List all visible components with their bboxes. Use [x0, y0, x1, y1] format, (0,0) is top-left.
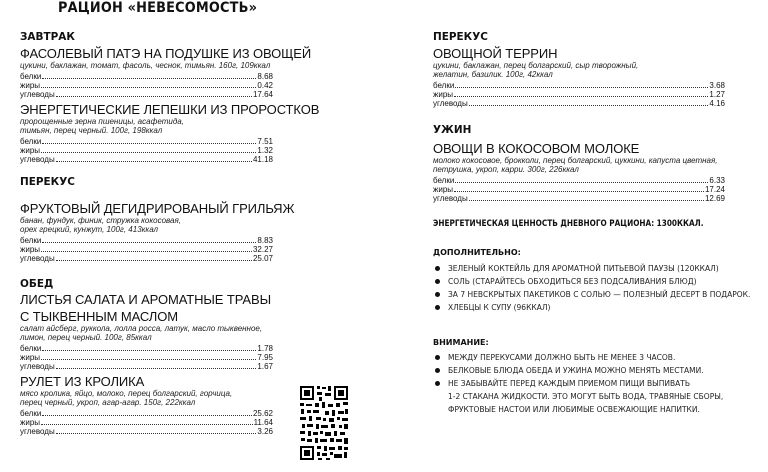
dish-coconut-vegetables [433, 141, 725, 203]
nutrient-protein: белки 8.83 [20, 236, 273, 245]
dish-ingredients: цукини, баклажан, томат, фасоль, чеснок, тимьян. 160г, 109ккал [20, 61, 271, 70]
dish-name-line1: ЛИСТЬЯ САЛАТА И АРОМАТНЫЕ ТРАВЫ [20, 292, 271, 307]
extra-heading: ДОПОЛНИТЕЛЬНО: [433, 248, 521, 257]
dish-name: РУЛЕТ ИЗ КРОЛИКА [20, 374, 145, 389]
attention-item: НЕ ЗАБЫВАЙТЕ ПЕРЕД КАЖДЫМ ПРИЕМОМ ПИЩИ ВЫПИВАТЬ [433, 377, 704, 390]
nutrient-carbs: углеводы 1.67 [20, 362, 273, 371]
extra-item: СОЛЬ (СТАРАЙТЕСЬ ОБХОДИТЬСЯ БЕЗ ПОДСАЛИВАНИЯ БЛЮД) [433, 275, 750, 288]
dish-salad-leaves [20, 292, 273, 371]
nutrient-fat: жиры 32.27 [20, 245, 273, 254]
extra-item: ЗА 7 НЕВСКРЫТЫХ ПАКЕТИКОВ С СОЛЬЮ — ПОЛЕЗНЫЙ ДЕСЕРТ В ПОДАРОК. [433, 288, 750, 301]
nutrient-carbs: углеводы 4.16 [433, 99, 725, 108]
dish-name: ФРУКТОВЫЙ ДЕГИДРИРОВАНЫЙ ГРИЛЬЯЖ [20, 201, 295, 216]
nutrient-carbs: углеводы 41.18 [20, 155, 273, 164]
meal-heading-lunch: ОБЕД [20, 277, 54, 290]
dish-name: ОВОЩНОЙ ТЕРРИН [433, 46, 558, 61]
meal-heading-dinner: УЖИН [433, 123, 472, 136]
meal-heading-breakfast: ЗАВТРАК [20, 30, 75, 43]
nutrient-fat: жиры 11.64 [20, 418, 273, 427]
dish-ingredients-line1: банан, фундук, финик, стружка кокосовая, [20, 216, 181, 225]
dish-name-line2: С ТЫКВЕННЫМ МАСЛОМ [20, 309, 178, 324]
dish-ingredients-line1: салат айсберг, руккола, лолла росса, латук, масло тыквенное, [20, 324, 263, 333]
dish-ingredients-line1: молоко кокосовое, брокколи, перец болгарский, цуккини, капуста цветная, [433, 156, 718, 165]
nutrient-protein: белки 3.68 [433, 81, 725, 90]
nutrient-fat: жиры 7.95 [20, 353, 273, 362]
dish-ingredients-line2: лимон, перец черный. 100г, 85ккал [20, 333, 152, 342]
nutrient-carbs: углеводы 17.64 [20, 90, 273, 99]
extra-list [433, 262, 750, 314]
extra-item: ЗЕЛЕНЫЙ КОКТЕЙЛЬ ДЛЯ АРОМАТНОЙ ПИТЬЕВОЙ ПАУЗЫ (120ККАЛ) [433, 262, 750, 275]
nutrient-carbs: углеводы 12.69 [433, 194, 725, 203]
attention-continuation-line: ФРУКТОВЫЕ НАСТОИ ИЛИ ЛЮБИМЫЕ ОСВЕЖАЮЩИЕ НАПИТКИ. [448, 405, 700, 414]
dish-ingredients-line2: петрушка, укроп, карри. 300г, 226ккал [433, 165, 579, 174]
dish-ingredients-line1: цукини, баклажан, перец болгарский, сыр творожный, [433, 61, 639, 70]
nutrient-fat: жиры 17.24 [433, 185, 725, 194]
dish-ingredients-line2: перец черный, укроп, агар-агар. 150г, 222ккал [20, 398, 196, 407]
nutrient-carbs: углеводы 3.26 [20, 427, 273, 436]
dish-ingredients-line2: желатин, базилик. 100г, 42ккал [433, 70, 553, 79]
right-column [433, 30, 725, 203]
nutrient-fat: жиры 0.42 [20, 81, 273, 90]
dish-rabbit-roll [20, 374, 273, 436]
qr-code-icon[interactable] [298, 384, 350, 462]
nutrient-protein: белки 6.33 [433, 176, 725, 185]
dish-sprout-flatbreads [20, 102, 320, 164]
dish-ingredients-line2: орех грецкий, кунжут, 100г, 413ккал [20, 225, 159, 234]
dish-name: ЭНЕРГЕТИЧЕСКИЕ ЛЕПЕШКИ ИЗ ПРОРОСТКОВ [20, 102, 320, 117]
dish-name: ФАСОЛЕВЫЙ ПАТЭ НА ПОДУШКЕ ИЗ ОВОЩЕЙ [20, 46, 312, 61]
attention-heading: ВНИМАНИЕ: [433, 338, 489, 347]
nutrient-protein: белки 1.78 [20, 344, 273, 353]
dish-vegetable-terrine [433, 46, 725, 108]
dish-name: ОВОЩИ В КОКОСОВОМ МОЛОКЕ [433, 141, 640, 156]
dish-ingredients-line1: мясо кролика, яйцо, молоко, перец болгарский, горчица, [20, 389, 233, 398]
dish-bean-pate [20, 46, 312, 99]
nutrient-fat: жиры 1.27 [433, 90, 725, 99]
nutrient-protein: белки 7.51 [20, 137, 273, 146]
attention-list [433, 351, 704, 390]
nutrient-carbs: углеводы 25.07 [20, 254, 273, 263]
attention-item: БЕЛКОВЫЕ БЛЮДА ОБЕДА И УЖИНА МОЖНО МЕНЯТЬ МЕСТАМИ. [433, 364, 704, 377]
page-title: РАЦИОН «НЕВЕСОМОСТЬ» [58, 0, 258, 16]
dish-ingredients-line1: пророщенные зерна пшеницы, асафетида, [20, 117, 184, 126]
nutrient-protein: белки 25.62 [20, 409, 273, 418]
meal-heading-snack: ПЕРЕКУС [20, 175, 75, 188]
left-column [20, 30, 320, 436]
daily-energy-value: ЭНЕРГЕТИЧЕСКАЯ ЦЕННОСТЬ ДНЕВНОГО РАЦИОНА: 1300ККАЛ. [433, 219, 704, 229]
dish-fruit-brittle [20, 201, 295, 263]
attention-item: МЕЖДУ ПЕРЕКУСАМИ ДОЛЖНО БЫТЬ НЕ МЕНЕЕ 3 ЧАСОВ. [433, 351, 704, 364]
qr-code-icon [298, 384, 350, 462]
meal-heading-snack: ПЕРЕКУС [433, 30, 488, 43]
dish-ingredients-line2: тимьян, перец черный. 100г, 198ккал [20, 126, 163, 135]
attention-continuation [448, 390, 723, 416]
extra-item: ХЛЕБЦЫ К СУПУ (96ККАЛ) [433, 301, 750, 314]
nutrient-fat: жиры 1.32 [20, 146, 273, 155]
nutrient-protein: белки 8.68 [20, 72, 273, 81]
attention-continuation-line: 1-2 СТАКАНА ЖИДКОСТИ. ЭТО МОГУТ БЫТЬ ВОДА, ТРАВЯНЫЕ СБОРЫ, [448, 392, 724, 401]
